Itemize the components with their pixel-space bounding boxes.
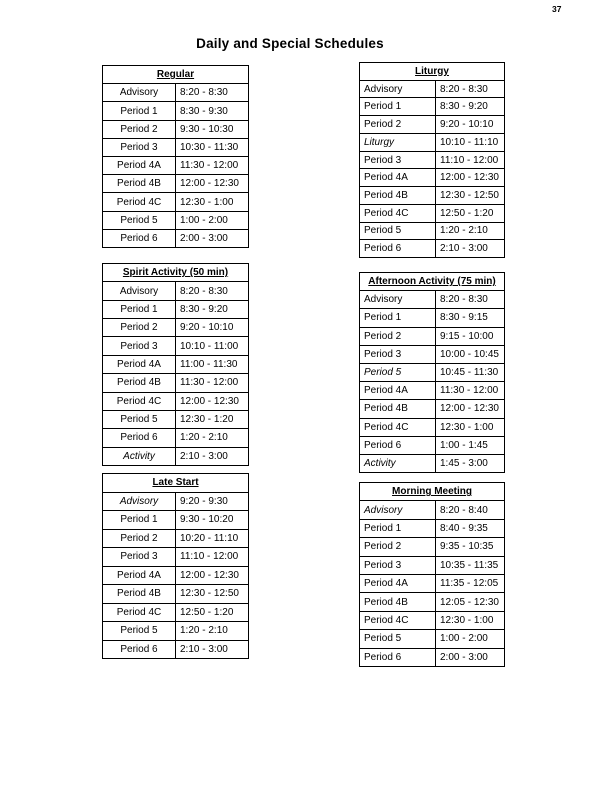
table-title: Regular <box>103 66 248 84</box>
period-label: Period 4B <box>360 187 436 204</box>
period-time: 12:30 - 12:50 <box>440 190 499 201</box>
period-label: Period 2 <box>360 538 436 555</box>
period-time: 10:30 - 11:30 <box>180 141 239 153</box>
schedule-row <box>360 169 504 187</box>
period-label: Period 4C <box>103 604 176 622</box>
schedule-row <box>103 121 248 139</box>
period-label: Liturgy <box>360 134 436 151</box>
period-label: Period 5 <box>360 364 436 381</box>
period-label: Period 4B <box>103 374 176 391</box>
schedule-row <box>103 301 248 319</box>
schedule-row <box>103 139 248 157</box>
period-label: Period 3 <box>360 557 436 574</box>
period-label: Period 2 <box>103 319 176 336</box>
period-label: Advisory <box>103 493 176 511</box>
period-time: 9:30 - 10:30 <box>180 123 234 135</box>
schedule-row <box>103 193 248 211</box>
period-label: Period 6 <box>103 641 176 659</box>
period-label: Period 4B <box>103 585 176 603</box>
schedule-row <box>360 575 504 593</box>
period-time: 8:20 - 8:30 <box>180 285 228 297</box>
schedule-row <box>360 291 504 309</box>
period-time: 9:20 - 10:10 <box>440 119 494 131</box>
schedule-table-afternoon-activity <box>359 272 505 473</box>
period-time: 10:00 - 10:45 <box>440 348 499 360</box>
schedule-row <box>103 102 248 120</box>
period-label: Activity <box>103 448 176 465</box>
period-time: 8:20 - 8:40 <box>440 504 488 516</box>
schedule-row <box>103 319 248 337</box>
schedule-row <box>360 309 504 327</box>
period-time: 12:30 - 1:20 <box>180 414 234 426</box>
period-time: 8:30 - 9:30 <box>180 105 228 117</box>
schedule-row <box>360 81 504 99</box>
schedule-table-spirit-activity <box>102 263 249 466</box>
period-time: 8:20 - 8:30 <box>180 87 228 99</box>
schedule-row <box>360 400 504 418</box>
period-label: Advisory <box>103 282 176 299</box>
period-label: Advisory <box>360 501 436 518</box>
period-label: Advisory <box>360 81 436 98</box>
period-time: 10:20 - 11:10 <box>180 532 239 544</box>
schedule-row <box>103 511 248 530</box>
schedule-row <box>360 557 504 575</box>
schedule-row <box>103 548 248 567</box>
schedule-row <box>103 212 248 230</box>
period-time: 2:10 - 3:00 <box>440 243 488 255</box>
schedule-row <box>103 411 248 429</box>
period-label: Period 3 <box>103 548 176 566</box>
period-label: Period 1 <box>103 102 176 119</box>
schedule-row <box>360 152 504 170</box>
period-label: Period 4C <box>103 393 176 410</box>
period-label: Period 6 <box>360 437 436 454</box>
schedule-row <box>103 157 248 175</box>
period-label: Period 4B <box>360 400 436 417</box>
schedule-row <box>360 382 504 400</box>
period-time: 8:20 - 8:30 <box>440 294 488 306</box>
period-label: Period 4B <box>360 593 436 610</box>
schedule-row <box>360 328 504 346</box>
schedule-row <box>103 337 248 355</box>
period-time: 10:10 - 11:00 <box>180 340 239 352</box>
schedule-row <box>103 567 248 586</box>
schedule-table-morning-meeting <box>359 482 505 667</box>
table-title: Morning Meeting <box>360 483 504 501</box>
period-label: Period 3 <box>103 139 176 156</box>
period-time: 11:30 - 12:00 <box>440 385 499 397</box>
period-time: 11:30 - 12:00 <box>180 160 239 172</box>
schedule-row <box>103 604 248 623</box>
period-time: 1:00 - 2:00 <box>440 633 488 645</box>
period-time: 12:50 - 1:20 <box>440 207 494 219</box>
period-label: Period 1 <box>360 520 436 537</box>
schedule-row <box>103 356 248 374</box>
period-label: Period 4C <box>360 205 436 222</box>
period-time: 8:30 - 9:15 <box>440 312 488 324</box>
period-label: Period 4A <box>103 157 176 174</box>
period-label: Period 5 <box>103 622 176 640</box>
period-label: Period 2 <box>103 530 176 548</box>
period-time: 12:30 - 1:00 <box>440 615 494 627</box>
period-time: 9:20 - 10:10 <box>180 322 234 334</box>
period-time: 8:20 - 8:30 <box>440 83 488 95</box>
period-time: 11:30 - 12:00 <box>180 377 239 389</box>
schedule-row <box>103 585 248 604</box>
period-label: Advisory <box>103 84 176 101</box>
period-time: 12:05 - 12:30 <box>440 596 499 608</box>
period-label: Period 1 <box>360 98 436 115</box>
schedule-row <box>360 593 504 611</box>
period-time: 12:00 - 12:30 <box>180 178 239 190</box>
period-time: 1:20 - 2:10 <box>440 225 488 237</box>
period-label: Period 6 <box>103 429 176 446</box>
table-title: Spirit Activity (50 min) <box>103 264 248 282</box>
schedule-row <box>103 622 248 641</box>
schedule-row <box>103 493 248 512</box>
schedule-row <box>103 374 248 392</box>
schedule-row <box>360 134 504 152</box>
period-time: 9:15 - 10:00 <box>440 330 494 342</box>
period-time: 8:30 - 9:20 <box>180 303 228 315</box>
schedule-row <box>103 530 248 549</box>
period-label: Period 6 <box>360 649 436 666</box>
schedule-row <box>360 501 504 519</box>
schedule-row <box>360 538 504 556</box>
period-label: Period 5 <box>360 630 436 647</box>
period-label: Period 2 <box>103 121 176 138</box>
schedule-row <box>360 223 504 241</box>
schedule-row <box>103 230 248 247</box>
schedule-table-liturgy <box>359 62 505 258</box>
table-title: Late Start <box>103 474 248 493</box>
schedule-row <box>360 612 504 630</box>
period-label: Period 5 <box>103 411 176 428</box>
period-label: Period 1 <box>103 511 176 529</box>
schedule-row <box>360 630 504 648</box>
period-time: 2:10 - 3:00 <box>180 643 228 655</box>
period-label: Period 4A <box>103 356 176 373</box>
period-label: Period 4A <box>360 382 436 399</box>
period-label: Period 4C <box>103 193 176 210</box>
period-label: Period 3 <box>103 337 176 354</box>
period-label: Period 5 <box>360 223 436 240</box>
period-time: 12:00 - 12:30 <box>180 395 239 407</box>
period-time: 12:00 - 12:30 <box>180 569 239 581</box>
period-label: Period 1 <box>103 301 176 318</box>
schedule-row <box>360 437 504 455</box>
table-title: Afternoon Activity (75 min) <box>360 273 504 291</box>
period-time: 1:00 - 1:45 <box>440 439 488 451</box>
period-time: 10:35 - 11:35 <box>440 559 499 571</box>
schedule-row <box>103 393 248 411</box>
schedule-row <box>360 419 504 437</box>
schedule-table-regular <box>102 65 249 248</box>
schedule-row <box>360 649 504 666</box>
period-label: Period 3 <box>360 152 436 169</box>
period-time: 10:10 - 11:10 <box>440 136 499 148</box>
period-label: Activity <box>360 455 436 472</box>
schedule-row <box>360 205 504 223</box>
period-time: 12:50 - 1:20 <box>180 606 234 618</box>
schedule-row <box>360 455 504 472</box>
period-time: 1:45 - 3:00 <box>440 457 488 469</box>
period-time: 2:00 - 3:00 <box>180 232 228 244</box>
period-time: 11:00 - 11:30 <box>180 358 238 370</box>
period-label: Period 1 <box>360 309 436 326</box>
schedule-row <box>360 116 504 134</box>
period-time: 1:20 - 2:10 <box>180 625 228 637</box>
period-label: Period 4A <box>360 169 436 186</box>
schedule-table-late-start <box>102 473 249 659</box>
period-time: 11:10 - 12:00 <box>440 154 499 166</box>
schedule-row <box>360 187 504 205</box>
period-label: Period 2 <box>360 328 436 345</box>
period-time: 9:20 - 9:30 <box>180 495 228 507</box>
period-time: 1:20 - 2:10 <box>180 432 228 444</box>
schedule-row <box>103 448 248 465</box>
period-time: 12:00 - 12:30 <box>440 403 499 415</box>
period-time: 11:35 - 12:05 <box>440 578 499 590</box>
period-time: 10:45 - 11:30 <box>440 367 499 379</box>
period-time: 12:30 - 12:50 <box>180 588 239 600</box>
period-label: Period 4A <box>360 575 436 592</box>
period-label: Period 4C <box>360 612 436 629</box>
schedule-row <box>103 175 248 193</box>
schedule-row <box>360 240 504 257</box>
schedule-row <box>360 520 504 538</box>
period-label: Advisory <box>360 291 436 308</box>
period-time: 9:30 - 10:20 <box>180 514 234 526</box>
period-time: 12:30 - 1:00 <box>440 421 494 433</box>
period-label: Period 5 <box>103 212 176 229</box>
period-time: 1:00 - 2:00 <box>180 214 228 226</box>
schedule-row <box>103 282 248 300</box>
period-label: Period 3 <box>360 346 436 363</box>
schedule-row <box>103 84 248 102</box>
page-number: 37 <box>552 4 562 14</box>
schedule-row <box>360 98 504 116</box>
period-time: 8:40 - 9:35 <box>440 523 488 535</box>
table-title: Liturgy <box>360 63 504 81</box>
period-time: 2:10 - 3:00 <box>180 450 228 462</box>
schedule-row <box>103 429 248 447</box>
period-label: Period 6 <box>103 230 176 247</box>
period-time: 8:30 - 9:20 <box>440 101 488 113</box>
period-time: 11:10 - 12:00 <box>180 551 239 563</box>
period-label: Period 2 <box>360 116 436 133</box>
period-time: 12:30 - 1:00 <box>180 196 234 208</box>
period-time: 2:00 - 3:00 <box>440 651 488 663</box>
period-label: Period 4C <box>360 419 436 436</box>
schedule-row <box>103 641 248 659</box>
page-title: Daily and Special Schedules <box>196 36 384 51</box>
schedule-row <box>360 346 504 364</box>
period-label: Period 6 <box>360 240 436 257</box>
period-label: Period 4B <box>103 175 176 192</box>
schedule-row <box>360 364 504 382</box>
period-time: 12:00 - 12:30 <box>440 172 499 184</box>
period-time: 9:35 - 10:35 <box>440 541 494 553</box>
period-label: Period 4A <box>103 567 176 585</box>
